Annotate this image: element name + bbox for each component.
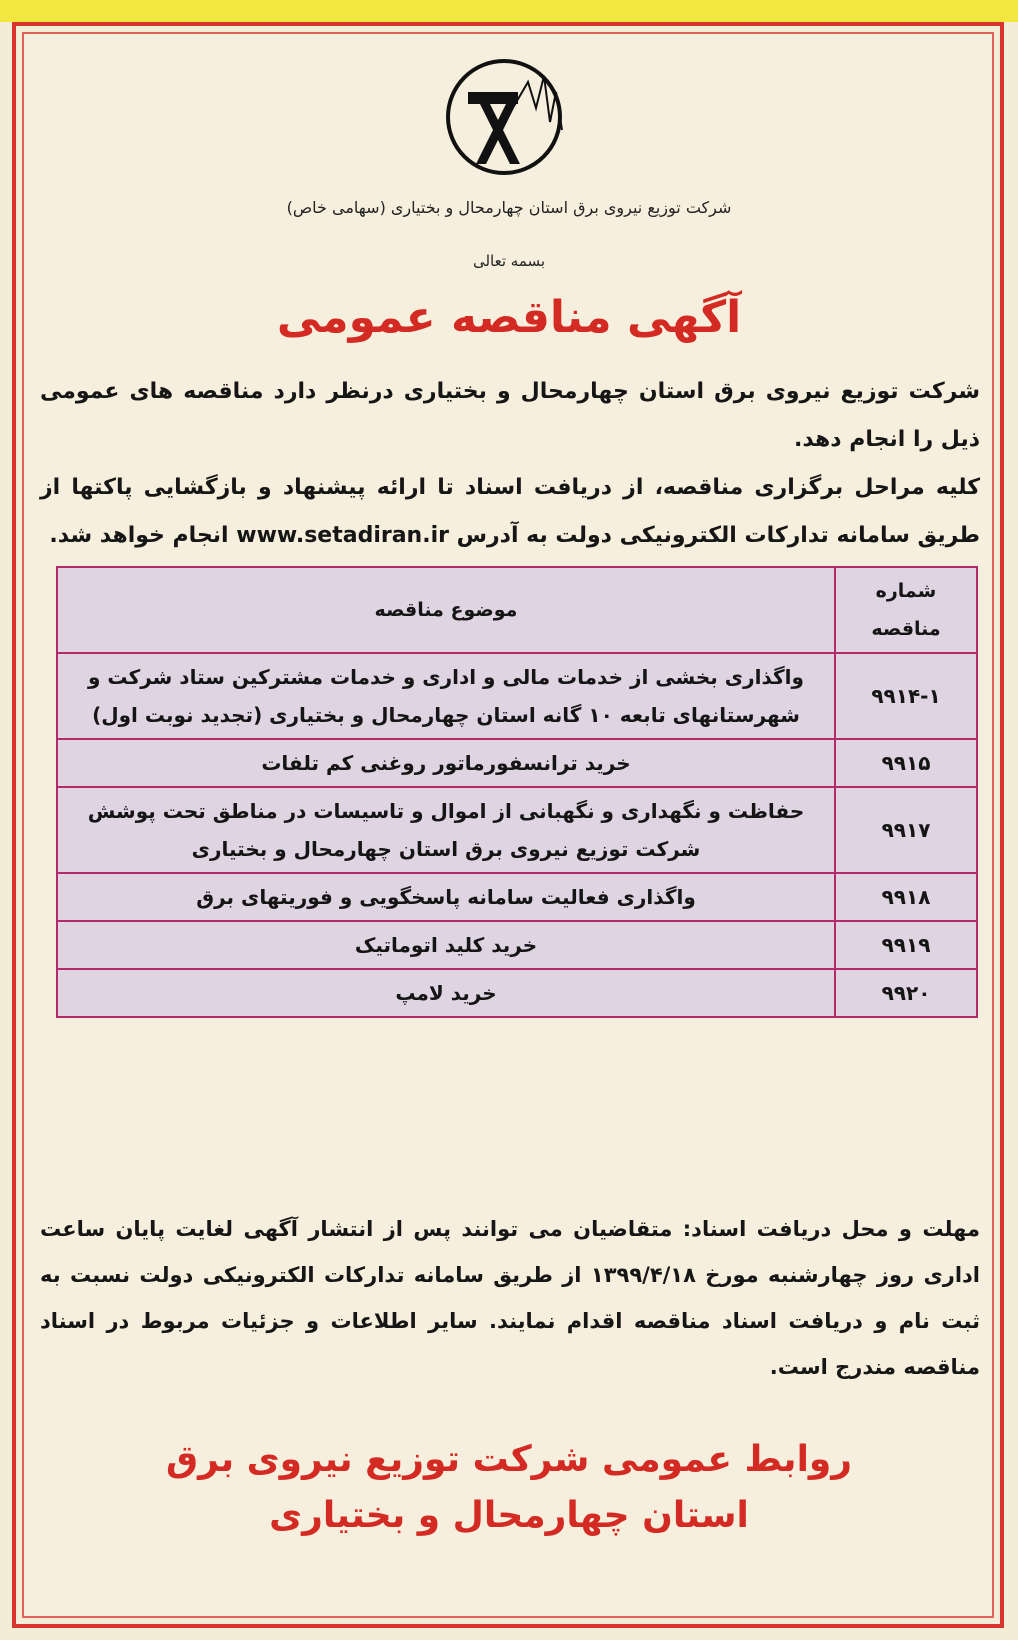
intro-line-2: کلیه مراحل برگزاری مناقصه، از دریافت اسناد تا ارائه پیشنهاد و بازگشایی پاکتها از طریق سامانه تدارکات الکترونیکی دولت به آدرس www.setadiran.ir انجام خواهد شد.	[40, 475, 980, 548]
top-color-band	[0, 0, 1018, 22]
table-header-row	[57, 567, 977, 653]
tender-table	[56, 566, 978, 1018]
tender-number: ۹۹۱۴-۱	[835, 653, 977, 739]
basmala-text: بسمه تعالی	[472, 252, 546, 270]
signature-line-2: استان چهارمحال و بختیاری	[269, 1495, 749, 1536]
table-row	[57, 739, 977, 787]
signature-line-1: روابط عمومی شرکت توزیع نیروی برق	[165, 1439, 853, 1480]
company-logo-icon	[444, 52, 574, 182]
tender-subject: خرید کلید اتوماتیک	[57, 921, 835, 969]
table-row	[57, 921, 977, 969]
header-number: شماره مناقصه	[835, 567, 977, 653]
table-row	[57, 787, 977, 873]
header-subject: موضوع مناقصه	[57, 567, 835, 653]
intro-line-1: شرکت توزیع نیروی برق استان چهارمحال و بختیاری درنظر دارد مناقصه های عمومی ذیل را انجام دهد.	[40, 379, 980, 452]
table-row	[57, 873, 977, 921]
tender-number: ۹۹۲۰	[835, 969, 977, 1017]
tender-number: ۹۹۱۵	[835, 739, 977, 787]
intro-paragraph	[40, 368, 980, 560]
company-name: شرکت توزیع نیروی برق استان چهارمحال و بختیاری (سهامی خاص)	[286, 198, 732, 217]
tender-subject: واگذاری بخشی از خدمات مالی و اداری و خدمات مشترکین ستاد شرکت و شهرستانهای تابعه ۱۰ گانه استان چهارمحال و بختیاری (تجدید نوبت اول)	[57, 653, 835, 739]
signature-block	[100, 1432, 918, 1544]
tender-subject: خرید لامپ	[57, 969, 835, 1017]
tender-number: ۹۹۱۹	[835, 921, 977, 969]
tender-number: ۹۹۱۷	[835, 787, 977, 873]
tender-subject: حفاظت و نگهداری و نگهبانی از اموال و تاسیسات در مناطق تحت پوشش شرکت توزیع نیروی برق استان چهارمحال و بختیاری	[57, 787, 835, 873]
notice-title: آگهی مناقصه عمومی	[276, 292, 742, 343]
table-row	[57, 653, 977, 739]
deadline-paragraph: مهلت و محل دریافت اسناد: متقاضیان می توانند پس از انتشار آگهی لغایت پایان ساعت اداری روز چهارشنبه مورخ ۱۳۹۹/۴/۱۸ از طریق سامانه تدارکات الکترونیکی دولت نسبت به ثبت نام و دریافت اسناد مناقصه اقدام نمایند. سایر اطلاعات و جزئیات مربوط در اسناد مناقصه مندرج است.	[40, 1217, 980, 1379]
tender-number: ۹۹۱۸	[835, 873, 977, 921]
tender-subject: واگذاری فعالیت سامانه پاسخگویی و فوریتهای برق	[57, 873, 835, 921]
table-row	[57, 969, 977, 1017]
tender-subject: خرید ترانسفورماتور روغنی کم تلفات	[57, 739, 835, 787]
